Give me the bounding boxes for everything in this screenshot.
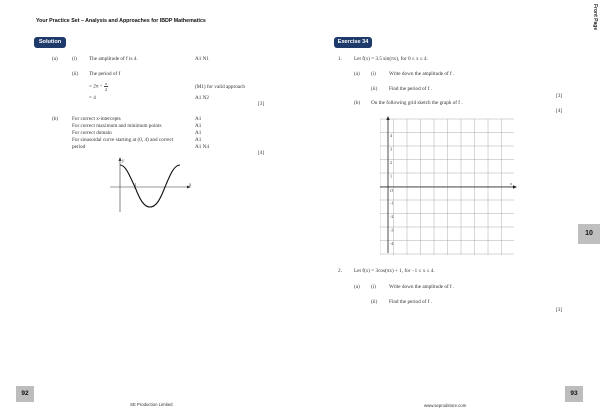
q1-a-label: (a): [354, 71, 360, 77]
part-b-mark-4: A1: [195, 137, 202, 143]
q1-a-total: [3]: [556, 93, 563, 99]
solution-cosine-graph: [108, 155, 194, 215]
grid-x-label: x: [510, 181, 512, 186]
part-a-i-text: The amplitude of f is 4.: [89, 56, 138, 62]
part-a-ii-result: = 4: [89, 95, 96, 101]
q1-a-i-text: Write down the amplitude of f .: [389, 71, 455, 77]
part-a-ii-marks: A1 N2: [195, 95, 209, 101]
footer-publisher: SE Production Limited: [130, 402, 173, 407]
graph-x-label: x: [189, 183, 192, 188]
grid-y-tick-minus-1: -1: [390, 200, 394, 206]
front-page-label: Front Page: [592, 4, 598, 31]
part-b-mark-1: A1: [195, 116, 202, 122]
footer-website[interactable]: www.seprodstore.com: [424, 403, 467, 408]
q2-a-ii-label: (ii): [371, 299, 378, 305]
grid-y-tick-3: 3: [390, 146, 393, 152]
period-equation: [89, 81, 108, 92]
grid-y-axis-arrow: [386, 116, 389, 120]
part-b-line-2: For correct maximum and minimum points: [72, 123, 162, 129]
period-fraction-denominator: 2: [104, 87, 108, 92]
part-a-ii-text: The period of f: [89, 71, 121, 77]
q2-text: Let f(x) = 3cos(πx) + 1, for −1 ≤ x ≤ 4.: [354, 268, 435, 274]
part-a-label: (a): [52, 56, 58, 62]
q1-a-i-label: (i): [371, 71, 376, 77]
graph-tick-label: 1: [134, 182, 137, 187]
q1-b-text: On the following grid sketch the graph of f .: [371, 100, 463, 106]
q2-total: [3]: [556, 307, 563, 313]
grid-y-tick-minus-3: -3: [390, 227, 394, 233]
q2-number: 2.: [338, 268, 342, 274]
part-b-total: [4]: [258, 150, 265, 156]
q1-a-ii-label: (ii): [371, 86, 378, 92]
q2-a-i-text: Write down the amplitude of f .: [389, 284, 455, 290]
page-header-title: Your Practice Set – Analysis and Approaches for IBDP Mathematics: [36, 18, 206, 24]
left-page-number: 92: [16, 386, 34, 402]
exercise-badge: Exercise 34: [334, 37, 372, 48]
part-a-ii-label: (ii): [72, 71, 79, 77]
grid-y-tick-1: 1: [390, 173, 393, 179]
graph-y-label: y: [122, 159, 125, 164]
period-fraction-numerator: π: [104, 81, 108, 86]
cosine-curve: [120, 165, 180, 207]
grid-y-tick-minus-4: -4: [390, 241, 394, 246]
part-b-line-5: period: [72, 144, 86, 150]
right-page-number: 93: [565, 386, 583, 402]
exercise-grid: [380, 113, 520, 257]
q1-a-ii-text: Find the period of f .: [389, 86, 432, 92]
period-equation-lhs: = 2π ÷: [89, 83, 103, 90]
q1-b-label: (b): [354, 100, 361, 106]
solution-badge: Solution: [34, 37, 66, 48]
grid-y-tick-minus-2: -2: [390, 214, 394, 219]
part-b-line-4: For sinusoidal curve starting at (0, 4) and correct: [72, 137, 174, 143]
grid-x-axis-arrow: [513, 185, 517, 188]
grid-y-tick-4: 4: [390, 133, 393, 138]
part-b-line-1: For correct x-intercepts: [72, 116, 121, 122]
grid-y-tick-2: 2: [390, 160, 393, 165]
q1-b-total: [4]: [556, 108, 563, 114]
part-b-mark-3: A1: [195, 130, 202, 136]
part-b-label: (b): [52, 116, 59, 122]
q1-number: 1.: [338, 56, 342, 62]
q2-a-ii-text: Find the period of f .: [389, 299, 432, 305]
part-a-i-label: (i): [72, 56, 77, 62]
q2-a-label: (a): [354, 284, 360, 290]
part-b-mark-5: A1 N4: [195, 144, 209, 150]
part-a-total: [3]: [258, 101, 265, 107]
period-fraction: [104, 81, 108, 92]
section-tab[interactable]: 10: [578, 224, 600, 244]
q1-text: Let f(x) = 3.5 sin(πx), for 0 ≤ x ≤ 4.: [354, 56, 428, 62]
part-a-ii-method: (M1) for valid approach: [195, 84, 245, 90]
part-b-line-3: For correct domain: [72, 130, 112, 136]
part-b-mark-2: A1: [195, 123, 202, 129]
part-a-i-marks: A1 N1: [195, 56, 209, 62]
grid-origin-label: O: [390, 188, 394, 193]
q2-a-i-label: (i): [371, 284, 376, 290]
